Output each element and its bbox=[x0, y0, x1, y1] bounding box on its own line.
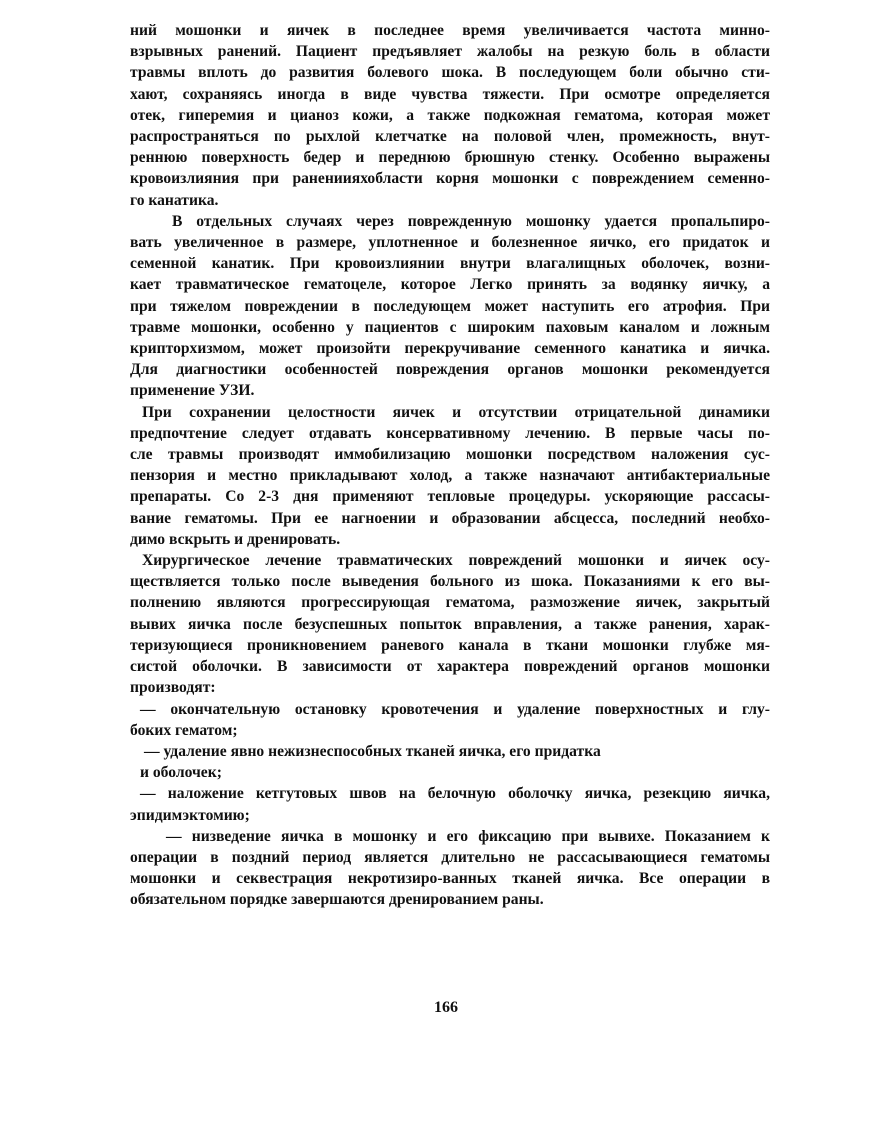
text-line: пензория и местно прикладывают холод, а также назначают антибактериальные bbox=[130, 467, 770, 485]
text-line: вание гематомы. При ее нагноении и образовании абсцесса, последний необхо- bbox=[130, 509, 770, 527]
paragraph-1 bbox=[130, 20, 770, 211]
text-line: Хирургическое лечение травматических повреждений мошонки и яичек осу- bbox=[142, 552, 770, 570]
text-line: хают, сохраняясь иногда в виде чувства тяжести. При осмотре определяется bbox=[130, 85, 770, 103]
text-line: при тяжелом повреждении в последующем может наступить его атрофия. При bbox=[130, 297, 770, 315]
text-line: операции в поздний период является длительно не рассасывающиеся гематомы bbox=[130, 848, 770, 866]
list-item bbox=[130, 826, 770, 911]
text-line: обязательном порядке завершаются дренированием раны. bbox=[130, 891, 544, 909]
text-line: полнению являются прогрессирующая гематома, размозжение яичек, закрытый bbox=[130, 594, 770, 612]
text-line: ществляется только после выведения больного из шока. Показаниями к его вы- bbox=[130, 573, 770, 591]
text-line: вать увеличенное в размере, уплотненное и болезненное яичко, его придаток и bbox=[130, 234, 770, 252]
page-number: 166 bbox=[434, 999, 458, 1016]
text-line: кает травматическое гематоцеле, которое Легко принять за водянку яичку, а bbox=[130, 276, 770, 294]
text-line: — низведение яичка в мошонку и его фиксацию при вывихе. Показанием к bbox=[166, 827, 770, 845]
paragraph-2 bbox=[130, 211, 770, 402]
text-line: предпочтение следует отдавать консервативному лечению. В первые часы по- bbox=[130, 424, 770, 442]
text-line: боких гематом; bbox=[130, 721, 238, 739]
text-line: В отдельных случаях через поврежденную мошонку удается пропальпиро- bbox=[172, 212, 770, 230]
text-line: и оболочек; bbox=[140, 764, 222, 782]
list-item bbox=[130, 699, 770, 741]
text-line: систой оболочки. В зависимости от характера повреждений органов мошонки bbox=[130, 658, 770, 676]
list-item bbox=[130, 783, 770, 825]
text-line: взрывных ранений. Пациент предъявляет жалобы на резкую боль в области bbox=[130, 43, 770, 61]
text-line: реннюю поверхность бедер и переднюю брюшную стенку. Особенно выражены bbox=[130, 149, 770, 167]
paragraph-4 bbox=[130, 550, 770, 698]
text-line: Для диагностики особенностей повреждения органов мошонки рекомендуется bbox=[130, 361, 770, 379]
paragraph-3 bbox=[130, 402, 770, 550]
text-line: семенной канатик. При кровоизлиянии внутри влагалищных оболочек, возни- bbox=[130, 255, 770, 273]
text-line: травмы вплоть до развития болевого шока. В последующем боли обычно сти- bbox=[130, 64, 770, 82]
text-line: При сохранении целостности яичек и отсутствии отрицательной динамики bbox=[142, 403, 770, 421]
text-line: вывих яичка после безуспешных попыток вправления, а также ранения, харак- bbox=[130, 615, 770, 633]
text-line: крипторхизмом, может произойти перекручивание семенного канатика и яичка. bbox=[130, 340, 770, 358]
text-line: теризующиеся проникновением раневого канала в ткани мошонки глубже мя- bbox=[130, 636, 770, 654]
text-line: — удаление явно нежизнеспособных тканей яичка, его придатка bbox=[144, 742, 601, 760]
text-line: ний мошонки и яичек в последнее время увеличивается частота минно- bbox=[130, 22, 770, 39]
text-line: — окончательную остановку кровотечения и удаление поверхностных и глу- bbox=[140, 700, 770, 718]
text-line: — наложение кетгутовых швов на белочную оболочку яичка, резекцию яичка, bbox=[140, 785, 770, 803]
text-line: димо вскрыть и дренировать. bbox=[130, 530, 341, 548]
text-line: препараты. Со 2-3 дня применяют тепловые процедуры. ускоряющие рассасы- bbox=[130, 488, 770, 506]
text-line: травме мошонки, особенно у пациентов с широким паховым каналом и ложным bbox=[130, 318, 770, 336]
text-line: кровоизлияния при ранениияхобласти корня мошонки с повреждением семенно- bbox=[130, 170, 770, 188]
text-line: отек, гиперемия и цианоз кожи, а также подкожная гематома, которая может bbox=[130, 106, 770, 124]
text-line: го канатика. bbox=[130, 191, 219, 209]
body-text bbox=[130, 20, 770, 911]
text-line: производят: bbox=[130, 679, 216, 697]
text-line: применение УЗИ. bbox=[130, 382, 255, 400]
text-line: мошонки и секвестрация некротизиро-ванных тканей яичка. Все операции в bbox=[130, 870, 770, 888]
text-line: эпидимэктомию; bbox=[130, 806, 250, 824]
text-line: сле травмы производят иммобилизацию мошонки посредством наложения сус- bbox=[130, 446, 770, 464]
list-item bbox=[130, 741, 770, 783]
text-line: распространяться по рыхлой клетчатке на половой член, промежность, внут- bbox=[130, 128, 770, 146]
